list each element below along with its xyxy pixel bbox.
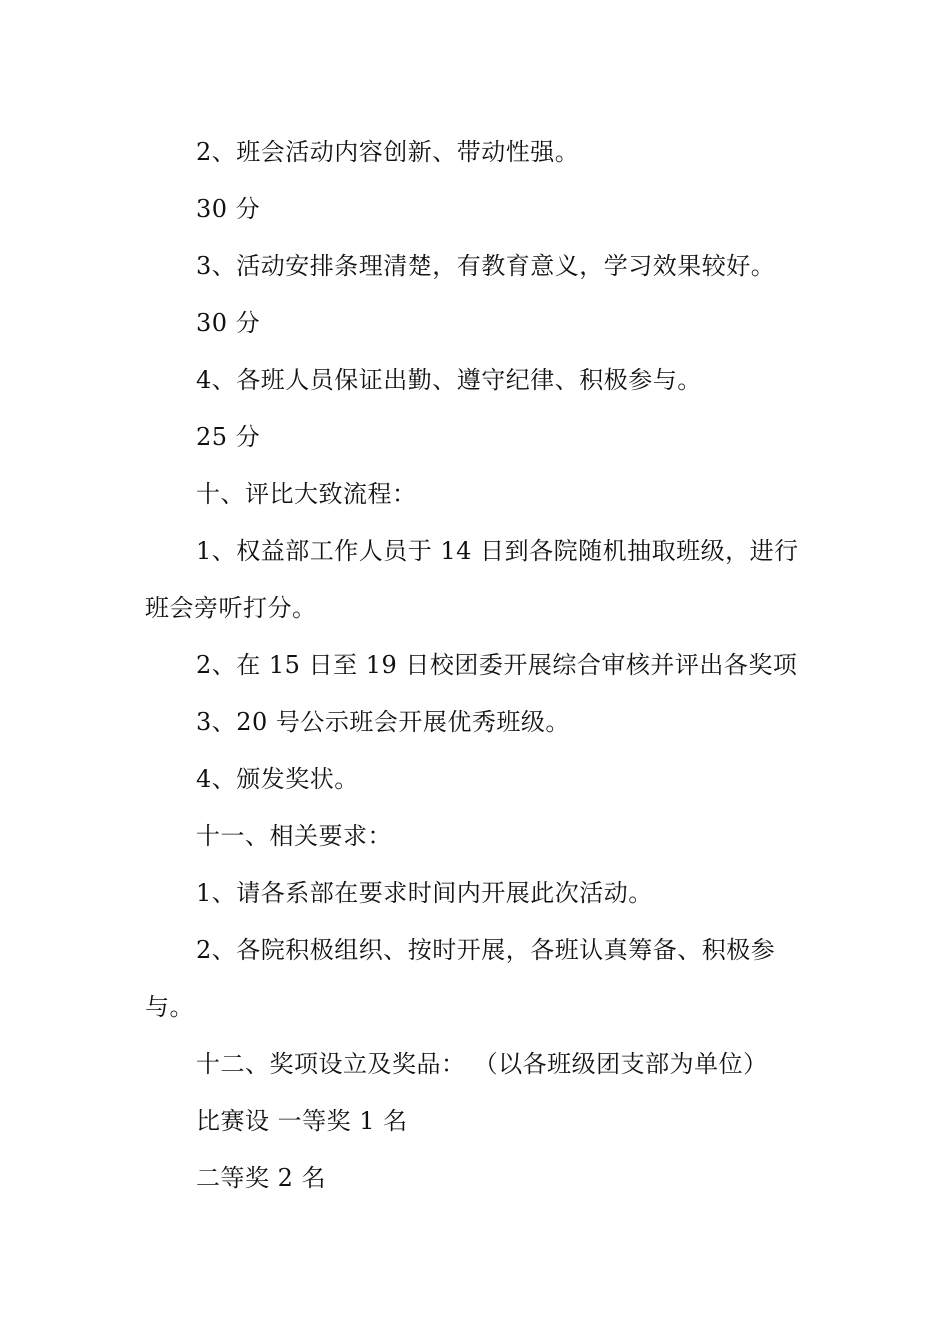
section-10-heading: 十、评比大致流程： [196,480,417,508]
section-12-heading: 十二、奖项设立及奖品： （以各班级团支部为单位） [196,1050,768,1078]
criterion-4-text: 4、各班人员保证出勤、遵守纪律、积极参与。 [196,366,702,394]
requirement-2-continued: 与。 [145,993,194,1021]
process-step-1: 1、权益部工作人员于 14 日到各院随机抽取班级，进行 [196,537,799,565]
process-step-3: 3、20 号公示班会开展优秀班级。 [196,708,570,736]
criterion-4-score: 25 分 [196,423,261,451]
criterion-2-score: 30 分 [196,195,261,223]
award-second-prize: 二等奖 2 名 [196,1164,327,1192]
process-step-2: 2、在 15 日至 19 日校团委开展综合审核并评出各奖项 [196,651,798,679]
process-step-4: 4、颁发奖状。 [196,765,359,793]
award-first-prize: 比赛设 一等奖 1 名 [196,1107,408,1135]
criterion-3-score: 30 分 [196,309,261,337]
requirement-2: 2、各院积极组织、按时开展，各班认真筹备、积极参 [196,936,776,964]
criterion-2-text: 2、班会活动内容创新、带动性强。 [196,138,580,166]
process-step-1-continued: 班会旁听打分。 [145,594,317,622]
section-11-heading: 十一、相关要求： [196,822,392,850]
criterion-3-text: 3、活动安排条理清楚，有教育意义，学习效果较好。 [196,252,776,280]
requirement-1: 1、请各系部在要求时间内开展此次活动。 [196,879,653,907]
